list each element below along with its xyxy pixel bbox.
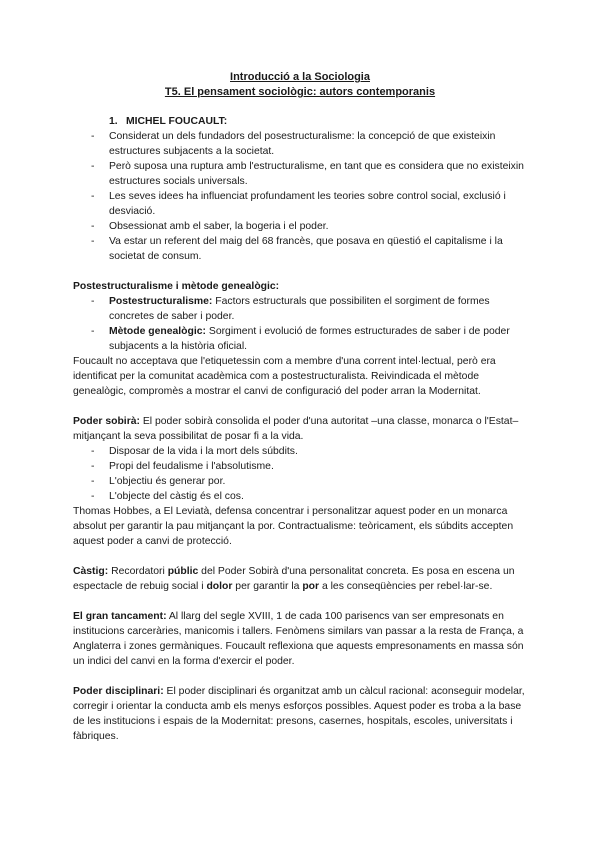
list-item: - Les seves idees ha influenciat profundament les teories sobre control social, exclusió i desviació. — [73, 189, 533, 219]
term: Poder disciplinari: — [73, 686, 164, 697]
paragraph — [73, 414, 533, 444]
section-heading-text: MICHEL FOUCAULT: — [126, 116, 228, 127]
paragraph: Thomas Hobbes, a El Leviatà, defensa concentrar i personalitzar aquest poder en un monarca absolut per garantir la pau mitjançant la por. Contractualisme: teòricament, els súbdits accepten aquest poder a canvi de protecció. — [73, 506, 514, 547]
emphasis: por — [302, 581, 320, 592]
text-run: Recordatori — [108, 566, 168, 577]
term: Mètode genealògic: — [109, 326, 206, 337]
emphasis: dolor — [206, 581, 233, 592]
list-item — [73, 294, 533, 324]
term: Poder sobirà: — [73, 416, 140, 427]
paragraph — [73, 684, 533, 744]
text-run: a les conseqüències per rebel·lar-se. — [319, 581, 493, 592]
section-heading: Postestructuralisme i mètode genealògic: — [73, 281, 280, 292]
list-item: - Va estar un referent del maig del 68 francès, que posava en qüestió el capitalisme i la societat de consum. — [73, 234, 533, 264]
postestructuralisme-list — [73, 294, 533, 354]
term: Postestructuralisme: — [109, 296, 213, 307]
course-title: Introducció a la Sociologia — [230, 71, 370, 83]
definition: El poder sobirà consolida el poder d'una autoritat –una classe, monarca o l'Estat– mitjançant la seva possibilitat de posar fi a la vida. — [73, 416, 519, 442]
section-castig — [73, 564, 533, 594]
paragraph: Foucault no acceptava que l'etiquetessin com a membre d'una corrent intel·lectual, però era identificat per la comunitat acadèmica com a postestructuralista. Reivindicada el mètode genealògic, compromès a mostrar el canvi de configuració del poder arran la Modernitat. — [73, 356, 496, 397]
list-item: - Disposar de la vida i la mort dels súbdits. — [73, 444, 533, 459]
poder-sobira-list — [73, 444, 533, 504]
document-body — [73, 114, 533, 744]
text-run: per garantir la — [232, 581, 303, 592]
list-item: - L'objectiu és generar por. — [73, 474, 533, 489]
definition: Al llarg del segle XVIII, 1 de cada 100 parisencs van ser empresonats en institucions carceràries, manicomis i tallers. Fenòmens similars van passar a la resta de França, a Anglaterra i zones germàniques. Foucault reflexiona que aquests empresonaments en massa són un indici del canvi en la forma d'exercir el poder. — [73, 611, 524, 667]
list-item: - Obsessionat amb el saber, la bogeria i el poder. — [73, 219, 533, 234]
list-item: - Propi del feudalisme i l'absolutisme. — [73, 459, 533, 474]
section-postestructuralisme — [73, 279, 533, 399]
text-run: del Poder Sobirà d'una personalitat concreta. Es posa en escena un espectacle de rebuig social i — [73, 566, 515, 592]
list-item: - Considerat un dels fundadors del posestructuralisme: la concepció de que existeixin estructures subjacents a la societat. — [73, 129, 533, 159]
definition: Sorgiment i evolució de formes estructurades de saber i de poder subjacents a la història oficial. — [109, 326, 510, 352]
paragraph — [73, 609, 533, 669]
topic-title: T5. El pensament sociològic: autors contemporanis — [164, 86, 436, 98]
section-poder-sobira — [73, 414, 533, 549]
term: Càstig: — [73, 566, 109, 577]
definition: El poder disciplinari és organitzat amb un càlcul racional: aconseguir modelar, corregir i orientar la conducta amb els menys esforços possibles. Aquest poder es troba a la base de les institucions i espais de la Modernitat: presons, casernes, hospitals, escoles, universitats i fàbriques. — [73, 686, 525, 742]
list-item: - Però suposa una ruptura amb l'estructuralisme, en tant que es considera que no existeixin estructures socials universals. — [73, 159, 533, 189]
paragraph — [73, 564, 533, 594]
section-gran-tancament — [73, 609, 533, 669]
section-number: 1. — [109, 116, 118, 127]
document-header — [0, 70, 600, 100]
list-item: - L'objecte del càstig és el cos. — [73, 489, 533, 504]
section-heading-foucault — [109, 114, 533, 129]
list-item — [73, 324, 533, 354]
emphasis: públic — [167, 566, 199, 577]
term: El gran tancament: — [73, 611, 167, 622]
foucault-list — [73, 129, 533, 264]
section-poder-disciplinari — [73, 684, 533, 744]
definition: Factors estructurals que possibiliten el sorgiment de formes concretes de saber i poder. — [109, 296, 490, 322]
